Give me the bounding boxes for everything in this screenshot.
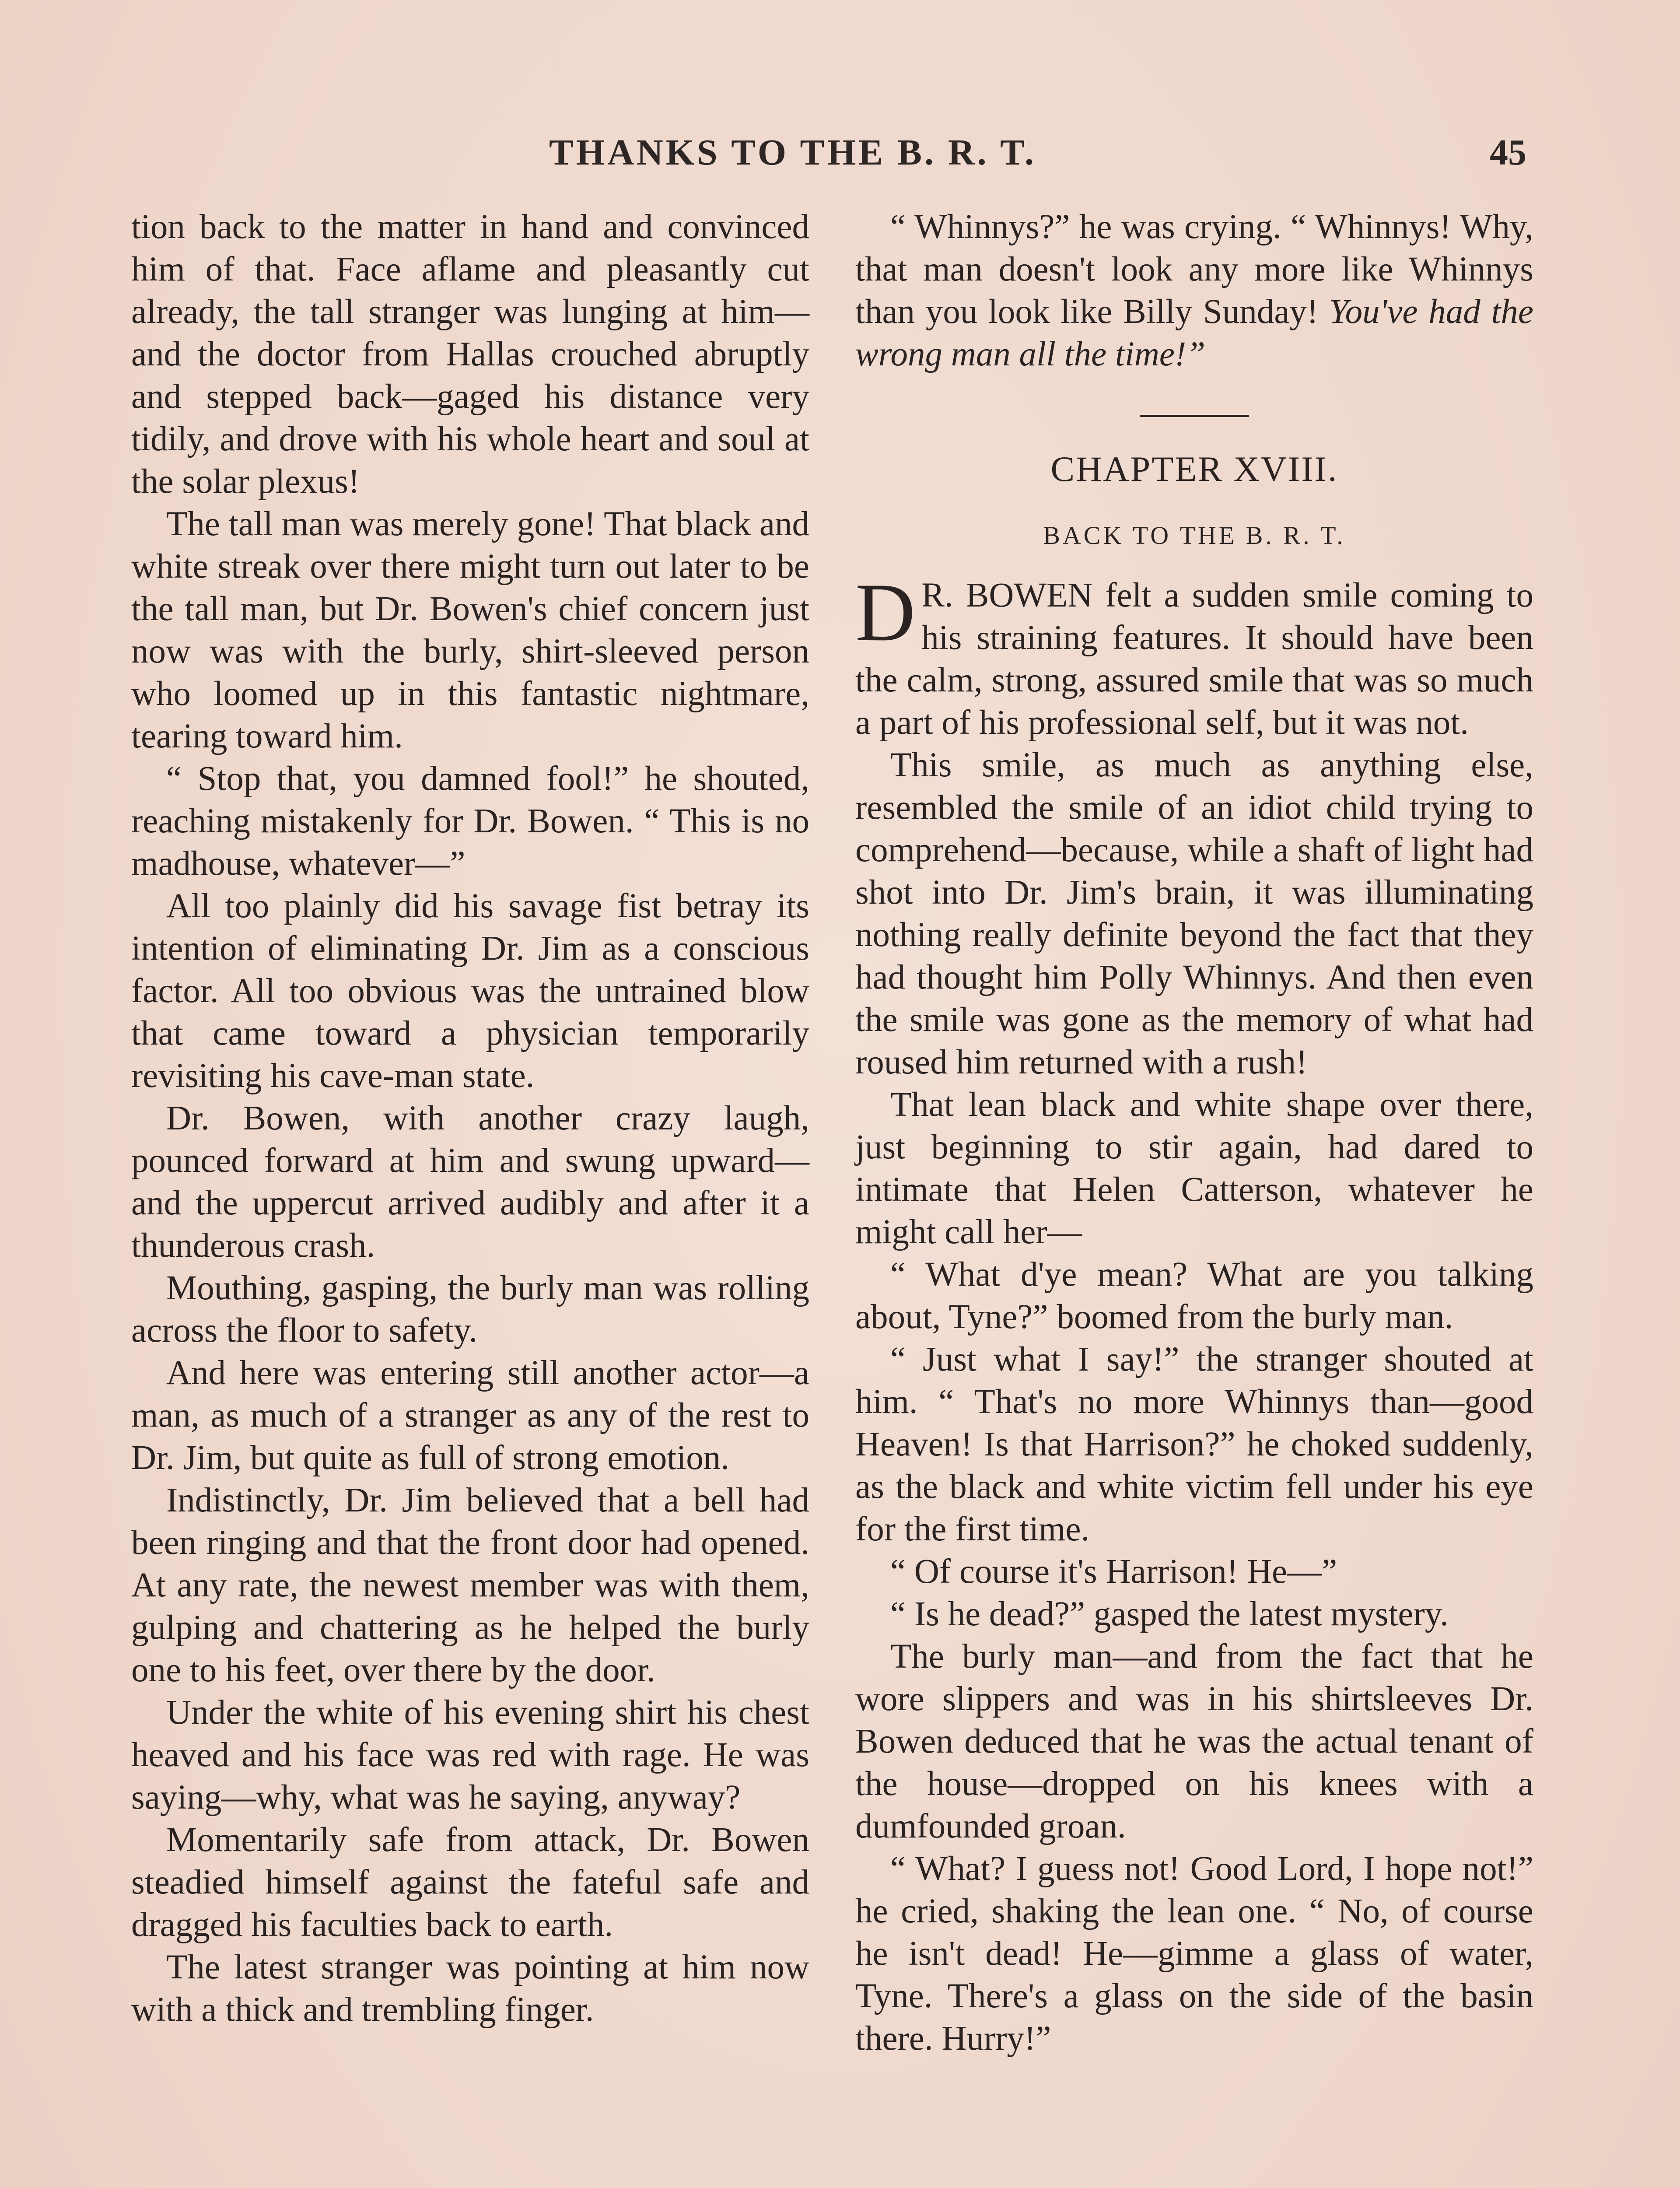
paragraph: Dr. Bowen, with another crazy laugh, pounced forward at him and swung upward—and the uppercut arrived audibly and after it a thunderous crash. <box>131 1099 809 1265</box>
paragraph: Momentarily safe from attack, Dr. Bowen steadied himself against the fateful safe and dragged his faculties back to earth. <box>131 1821 809 1944</box>
opening-italic-text: You've had the wrong man all the time!” <box>855 293 1533 373</box>
paragraph: The latest stranger was pointing at him now with a thick and trembling finger. <box>131 1948 809 2029</box>
section-divider <box>1140 415 1249 417</box>
chapter-title: CHAPTER XVIII. <box>1050 449 1338 489</box>
paragraph: And here was entering still another actor—a man, as much of a stranger as any of the rest to Dr. Jim, but quite as full of strong emotion. <box>131 1354 809 1477</box>
paragraph <box>855 206 1533 375</box>
opening-text: “ Whinnys?” he was crying. “ Whinnys! Why, that man doesn't look any more like Whinnys than you look like Billy Sunday! <box>855 208 1533 331</box>
running-title: THANKS TO THE B. R. T. <box>549 132 1036 173</box>
paragraph: All too plainly did his savage fist betray its intention of eliminating Dr. Jim as a conscious factor. All too obvious was the untrained blow that came toward a physician temporarily revisiting his cave-man state. <box>131 887 809 1095</box>
left-column <box>131 206 809 2031</box>
paragraph: The burly man—and from the fact that he wore slippers and was in his shirtsleeves Dr. Bowen deduced that he was the actual tenant of the house—dropped on his knees with a dumfounded groan. <box>855 1637 1533 1845</box>
dropcap-paragraph-text: R. BOWEN felt a sudden smile coming to his straining features. It should have been the calm, strong, assured smile that was so much a part of his professional self, but it was not. <box>855 576 1533 742</box>
right-column <box>855 206 1533 2060</box>
page-number: 45 <box>1490 132 1526 173</box>
dropcap-letter: D <box>855 567 916 659</box>
paragraph: “ What? I guess not! Good Lord, I hope not!” he cried, shaking the lean one. “ No, of course he isn't dead! He—gimme a glass of water, Tyne. There's a glass on the side of the basin there. Hurry!” <box>855 1850 1533 2058</box>
dropcap-paragraph <box>855 567 1533 744</box>
paragraph: Mouthing, gasping, the burly man was rolling across the floor to safety. <box>131 1269 809 1350</box>
paragraph: Indistinctly, Dr. Jim believed that a bell had been ringing and that the front door had opened. At any rate, the newest member was with them, gulping and chattering as he helped the burly one to his feet, over there by the door. <box>131 1481 809 1689</box>
paragraph: “ Stop that, you damned fool!” he shouted, reaching mistakenly for Dr. Bowen. “ This is no madhouse, whatever—” <box>131 760 809 883</box>
paragraph: This smile, as much as anything else, resembled the smile of an idiot child trying to comprehend—because, while a shaft of light had shot into Dr. Jim's brain, it was illuminating nothing really definite beyond the fact that they had thought him Polly Whinnys. And then even the smile was gone as the memory of what had roused him returned with a rush! <box>855 746 1533 1081</box>
paragraph: That lean black and white shape over there, just beginning to stir again, had dared to intimate that Helen Catterson, whatever he might call her— <box>855 1086 1533 1251</box>
paragraph: The tall man was merely gone! That black and white streak over there might turn out later to be the tall man, but Dr. Bowen's chief concern just now was with the burly, shirt-sleeved person who loomed up in this fantastic nightmare, tearing toward him. <box>131 505 809 755</box>
paragraph: “ Just what I say!” the stranger shouted at him. “ That's no more Whinnys than—good Heaven! Is that Harrison?” he choked suddenly, as the black and white victim fell under his eye for the first time. <box>855 1340 1533 1548</box>
chapter-subtitle: BACK TO THE B. R. T. <box>1043 521 1346 550</box>
paragraph: Under the white of his evening shirt his chest heaved and his face was red with rage. He was saying—why, what was he saying, anyway? <box>131 1694 809 1816</box>
paragraph: “ Of course it's Harrison! He—” <box>890 1553 1337 1591</box>
paragraph: tion back to the matter in hand and convinced him of that. Face aflame and pleasantly cut already, the tall stranger was lunging at him—and the doctor from Hallas crouched abruptly and stepped back—gaged his distance very tidily, and drove with his whole heart and soul at the solar plexus! <box>131 208 809 501</box>
paragraph: “ What d'ye mean? What are you talking about, Tyne?” boomed from the burly man. <box>855 1255 1533 1336</box>
paragraph: “ Is he dead?” gasped the latest mystery. <box>890 1595 1449 1633</box>
